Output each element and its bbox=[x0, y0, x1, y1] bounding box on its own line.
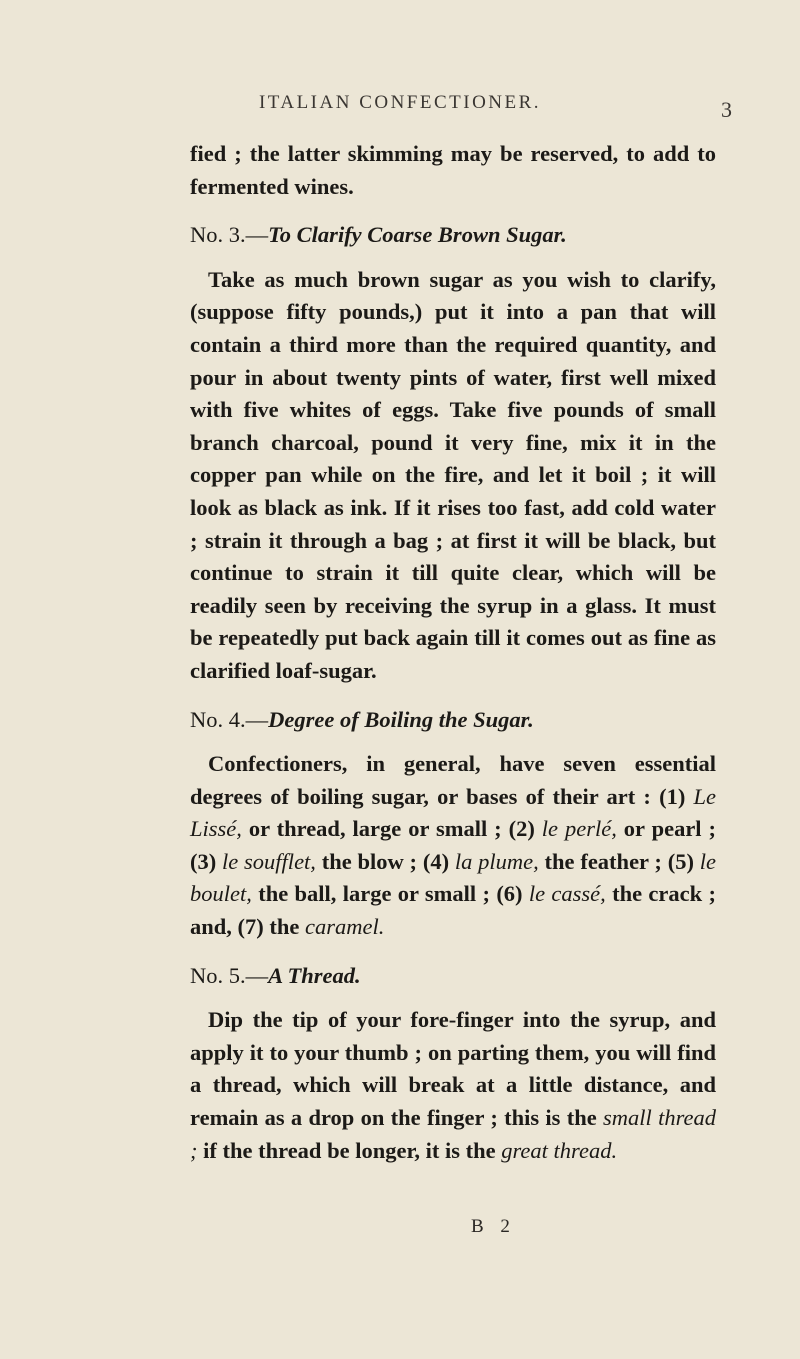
degree-1-text: or thread, large or small ; bbox=[241, 816, 509, 842]
degree-5-name: le boulet, bbox=[190, 848, 716, 907]
page-body bbox=[190, 138, 716, 1167]
degree-2-text: or pearl ; bbox=[616, 816, 716, 842]
section-4-number: No. 4.— bbox=[190, 706, 269, 732]
degree-6-number: (6) bbox=[496, 881, 529, 907]
degree-5-number: (5) bbox=[667, 848, 700, 874]
section-5-body: Dip the tip of your fore-finger into the syrup, and apply it to your thumb ; on parting them, you will find a thread, which will break at a little distance, and remain as a drop on the finger ; this is the bbox=[190, 1007, 716, 1131]
degree-1-number: (1) bbox=[659, 783, 694, 809]
great-thread-term: great thread. bbox=[501, 1137, 618, 1163]
degree-2-number: (2) bbox=[508, 816, 542, 842]
section-4-intro: Confectioners, in general, have seven essential degrees of boiling sugar, or bases of their art : bbox=[190, 751, 716, 809]
degree-1-name: Le Lissé, bbox=[190, 783, 716, 842]
degree-3-name: le soufflet, bbox=[222, 848, 316, 874]
section-5-heading bbox=[190, 960, 716, 993]
section-5-title: A Thread. bbox=[268, 962, 361, 988]
degree-3-number: (3) bbox=[190, 848, 223, 874]
section-4-title: Degree of Boiling the Sugar. bbox=[268, 706, 534, 732]
running-title: ITALIAN CONFECTIONER. bbox=[258, 92, 542, 113]
degree-5-text: the ball, large or small ; bbox=[251, 881, 497, 907]
section-3-heading bbox=[190, 219, 716, 252]
degree-3-text: the blow ; bbox=[315, 848, 423, 874]
signature-mark: B 2 bbox=[471, 1216, 516, 1237]
degree-6-text: the crack ; and, bbox=[190, 881, 716, 940]
degree-4-name: la plume, bbox=[454, 848, 539, 874]
degree-4-text: the feather ; bbox=[538, 848, 668, 874]
section-5-number: No. 5.— bbox=[190, 962, 269, 988]
degree-6-name: le cassé, bbox=[528, 881, 606, 907]
section-3-number: No. 3.— bbox=[190, 222, 269, 248]
section-3-title: To Clarify Coarse Brown Sugar. bbox=[268, 222, 567, 248]
section-4-heading bbox=[190, 704, 716, 737]
section-3-paragraph: Take as much brown sugar as you wish to clarify, (suppose fifty pounds,) put it into a pan that will contain a third more than the required quantity, and pour in about twenty pints of water, first well mixed with five whites of eggs. Take five pounds of small branch charcoal, pound it very fine, mix it in the copper pan while on the fire, and let it boil ; it will look as black as ink. If it rises too fast, add cold water ; strain it through a bag ; at first it will be black, but continue to strain it till quite clear, which will be readily seen by receiving the syrup in a glass. It must be repeatedly put back again till it comes out as fine as clarified loaf-sugar. bbox=[190, 266, 716, 683]
degree-7-name: caramel. bbox=[305, 914, 385, 940]
section-5-mid: if the thread be longer, it is the bbox=[197, 1137, 502, 1163]
continuation-paragraph: fied ; the latter skimming may be reserved, to add to fermented wines. bbox=[190, 141, 716, 199]
degree-4-number: (4) bbox=[422, 848, 455, 874]
degree-2-name: le perlé, bbox=[541, 816, 617, 842]
page-number: 3 bbox=[721, 97, 732, 122]
degree-7-number: (7) the bbox=[237, 914, 306, 940]
section-4-paragraph bbox=[190, 748, 716, 944]
small-thread-term: small thread ; bbox=[190, 1105, 716, 1163]
section-5-paragraph bbox=[190, 1004, 716, 1167]
